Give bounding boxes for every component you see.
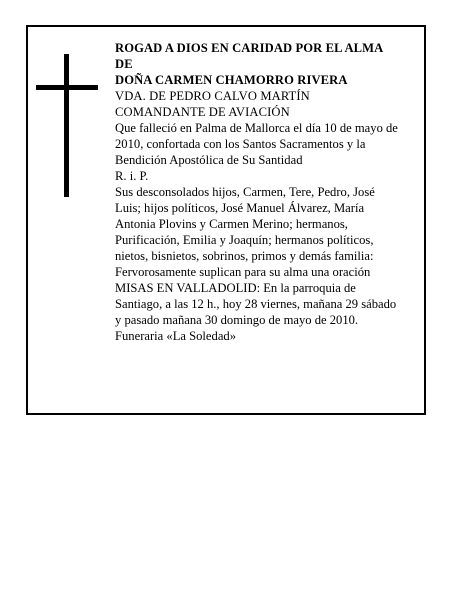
cross-icon (36, 54, 98, 197)
mass-line: y pasado mañana 30 domingo de mayo de 2010. (115, 313, 359, 327)
widow-of-line: VDA. DE PEDRO CALVO MARTÍN (115, 89, 310, 103)
cross-horizontal-bar (36, 85, 98, 90)
family-line: Fervorosamente suplican para su alma una oración (115, 265, 371, 279)
family-line: Purificación, Emilia y Joaquín; hermanos políticos, (115, 233, 374, 247)
funeral-home-line: Funeraria «La Soledad» (115, 329, 236, 343)
obituary-text (115, 40, 425, 344)
rank-line: COMANDANTE DE AVIACIÓN (115, 105, 290, 119)
mass-line: Santiago, a las 12 h., hoy 28 viernes, mañana 29 sábado (115, 297, 397, 311)
death-line: Que falleció en Palma de Mallorca el día 10 de mayo de (115, 121, 398, 135)
death-line: Bendición Apostólica de Su Santidad (115, 153, 303, 167)
family-line: Luis; hijos políticos, José Manuel Álvarez, María (115, 201, 365, 215)
family-line: Antonia Plovins y Carmen Merino; hermanos, (115, 217, 348, 231)
mass-line: MISAS EN VALLADOLID: En la parroquia de (115, 281, 356, 295)
rip-line: R. i. P. (115, 169, 149, 183)
notice-heading-continued: DE (115, 57, 133, 71)
family-line: Sus desconsolados hijos, Carmen, Tere, Pedro, José (115, 185, 375, 199)
cross-vertical-bar (64, 54, 69, 197)
family-line: nietos, bisnietos, sobrinos, primos y demás familia: (115, 249, 374, 263)
deceased-name: DOÑA CARMEN CHAMORRO RIVERA (115, 73, 348, 87)
notice-heading: ROGAD A DIOS EN CARIDAD POR EL ALMA (115, 41, 384, 55)
death-line: 2010, confortada con los Santos Sacramentos y la (115, 137, 366, 151)
